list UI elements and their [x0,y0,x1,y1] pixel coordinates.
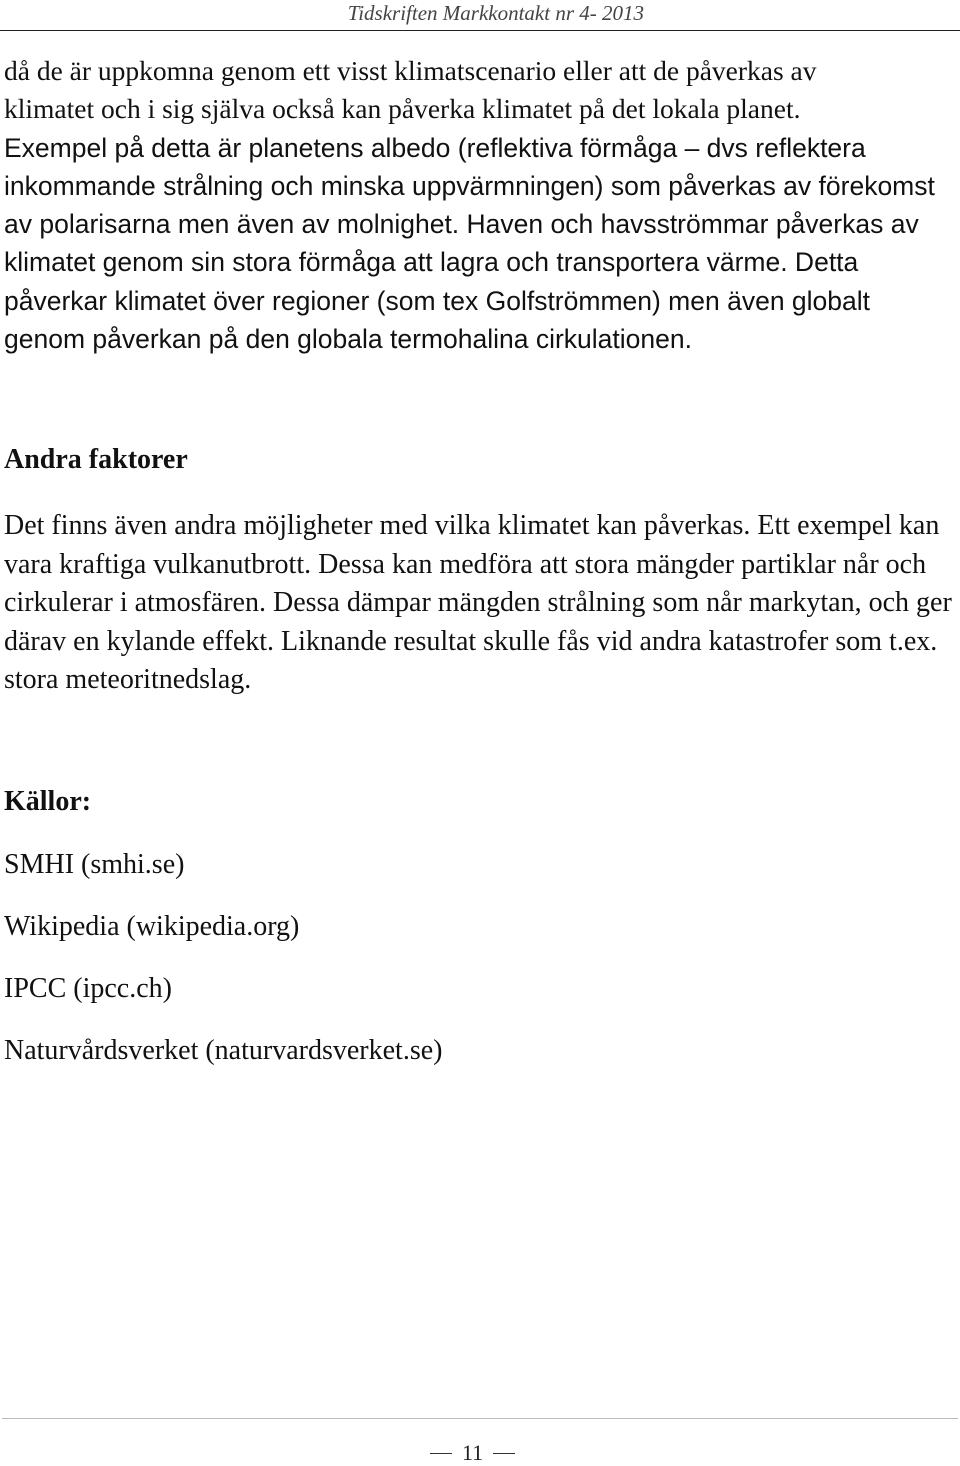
running-header [0,0,960,31]
source-item: Naturvårdsverket (naturvardsverket.se) [4,1035,443,1066]
right-dash [493,1453,515,1454]
intro-continuation: Exempel på detta är planetens albedo (reflektiva förmåga – dvs reflektera inkommande strålning och minska uppvärmningen) som påverkas av förekomst av polarisarna men även av molnighet. Haven och havsströmmar påverkas av klimatet genom sin stora förmåga att lagra och transportera värme. Detta påverkar klimatet över regioner (som tex Golfströmmen) men även globalt genom påverkan på den globala termohalina cirkulationen. [4,132,935,355]
intro-line-1: då de är uppkomna genom ett visst klimatscenario eller att de påverkas av [4,55,817,86]
source-item: IPCC (ipcc.ch) [4,973,172,1004]
page-number: 11 [462,1440,484,1465]
source-item: SMHI (smhi.se) [4,849,185,880]
section-heading-other-factors: Andra faktorer [4,444,188,475]
other-factors-paragraph: Det finns även andra möjligheter med vilka klimatet kan påverkas. Ett exempel kan vara kraftiga vulkanutbrott. Dessa kan medföra att stora mängder partiklar når och cirkulerar i atmosfären. Dessa dämpar mängden strålning som når markytan, och ger därav en kylande effekt. Liknande resultat skulle fås vid andra katastrofer som t.ex. stora meteoritnedslag. [4,510,952,696]
page-footer [0,1418,960,1463]
page-number-block [430,1440,515,1466]
intro-line-2: klimatet och i sig själva också kan påverka klimatet på det lokala planet. [4,93,801,125]
intro-paragraph [4,52,958,358]
journal-title: Tidskriften Markkontakt nr 4- 2013 [347,1,644,25]
sources-heading: Källor: [4,786,92,817]
source-item: Wikipedia (wikipedia.org) [4,911,300,942]
footer-rule [2,1418,958,1419]
sources-list [4,842,442,1090]
left-dash [430,1453,452,1454]
